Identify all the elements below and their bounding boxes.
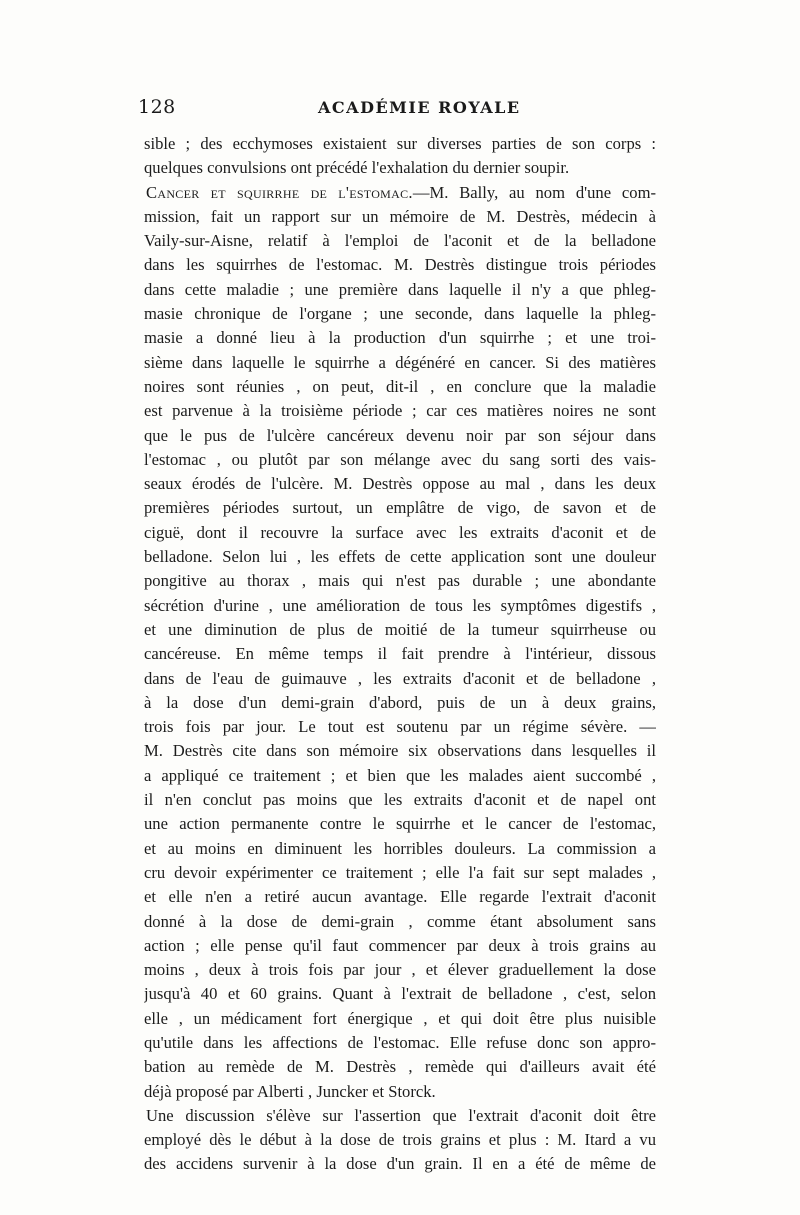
text-line: à la dose d'un demi-grain d'abord, puis de un à deux grains, — [144, 692, 656, 712]
text-line: bation au remède de M. Destrès , remède qui d'ailleurs avait été — [144, 1057, 656, 1077]
text-line: et au moins en diminuent les horribles douleurs. La commission a — [144, 838, 656, 858]
text-line: cru devoir expérimenter ce traitement ; elle l'a fait sur sept malades , — [144, 862, 656, 882]
text-line: seaux érodés de l'ulcère. M. Destrès oppose au mal , dans les deux — [144, 474, 656, 494]
text-line: M. Destrès cite dans son mémoire six observations dans lesquelles il — [144, 741, 656, 761]
text-line: mission, fait un rapport sur un mémoire de M. Destrès, médecin à — [144, 206, 656, 226]
text-line: moins , deux à trois fois par jour , et élever graduellement la dose — [144, 960, 656, 980]
text-line: sième dans laquelle le squirrhe a dégénéré en cancer. Si des matières — [144, 352, 656, 372]
text-line: elle , un médicament fort énergique , et qui doit être plus nuisible — [144, 1008, 656, 1028]
section-heading: Cancer et squirrhe de l'estomac. — [146, 182, 413, 202]
text-line: une action permanente contre le squirrhe et le cancer de l'estomac, — [144, 814, 656, 834]
text-line: dans les squirrhes de l'estomac. M. Destrès distingue trois périodes — [144, 255, 656, 275]
text-line: jusqu'à 40 et 60 grains. Quant à l'extrait de belladone , c'est, selon — [144, 984, 656, 1004]
text-line: action ; elle pense qu'il faut commencer par deux à trois grains au — [144, 935, 656, 955]
text-line-rest: —M. Bally, au nom d'une com- — [412, 182, 656, 202]
text-line: des accidens survenir à la dose d'un grain. Il en a été de même de — [144, 1154, 656, 1174]
text-line: déjà proposé par Alberti , Juncker et Storck. — [144, 1081, 436, 1101]
text-line: dans cette maladie ; une première dans laquelle il n'y a que phleg- — [144, 279, 656, 299]
text-line: masie chronique de l'organe ; une seconde, dans laquelle la phleg- — [144, 304, 656, 324]
text-line: sécrétion d'urine , une amélioration de tous les symptômes digestifs , — [144, 595, 656, 615]
text-line: belladone. Selon lui , les effets de cette application sont une douleur — [144, 547, 656, 567]
text-line: Une discussion s'élève sur l'assertion que l'extrait d'aconit doit être — [146, 1105, 656, 1125]
text-line: et elle n'en a retiré aucun avantage. Elle regarde l'extrait d'aconit — [144, 887, 656, 907]
page-number: 128 — [138, 96, 176, 118]
text-line: trois fois par jour. Le tout est soutenu par un régime sévère. — — [144, 717, 656, 737]
text-line: il n'en conclut pas moins que les extraits d'aconit et de napel ont — [144, 790, 656, 810]
text-line: masie a donné lieu à la production d'un squirrhe ; et une troi- — [144, 328, 656, 348]
running-title: ACADÉMIE ROYALE — [318, 98, 521, 117]
text-line: a appliqué ce traitement ; et bien que les malades aient succombé , — [144, 765, 656, 785]
text-line: employé dès le début à la dose de trois grains et plus : M. Itard a vu — [144, 1130, 656, 1150]
text-line: donné à la dose de demi-grain , comme étant absolument sans — [144, 911, 656, 931]
text-line: l'estomac , ou plutôt par son mélange avec du sang sorti des vais- — [144, 449, 656, 469]
text-line: et une diminution de plus de moitié de la tumeur squirrheuse ou — [144, 619, 656, 639]
text-line: noires sont réunies , on peut, dit-il , en conclure que la maladie — [144, 376, 656, 396]
text-line: sible ; des ecchymoses existaient sur diverses parties de son corps : — [144, 134, 656, 153]
text-line: ciguë, dont il recouvre la surface avec les extraits d'aconit et de — [144, 522, 656, 542]
text-line: est parvenue à la troisième période ; car ces matières noires ne sont — [144, 401, 656, 421]
body-text — [144, 132, 656, 1177]
running-head — [138, 96, 660, 124]
text-line: pongitive au thorax , mais qui n'est pas durable ; une abondante — [144, 571, 656, 591]
text-line: qu'utile dans les affections de l'estomac. Elle refuse donc son appro- — [144, 1032, 656, 1052]
text-line: premières périodes surtout, un emplâtre de vigo, de savon et de — [144, 498, 656, 518]
text-line: dans de l'eau de guimauve , les extraits d'aconit et de belladone , — [144, 668, 656, 688]
text-line: que le pus de l'ulcère cancéreux devenu noir par son séjour dans — [144, 425, 656, 445]
text-line — [144, 181, 656, 205]
text-line: Vaily-sur-Aisne, relatif à l'emploi de l'aconit et de la belladone — [144, 231, 656, 251]
text-line: cancéreuse. En même temps il fait prendre à l'intérieur, dissous — [144, 644, 656, 664]
text-line: quelques convulsions ont précédé l'exhalation du dernier soupir. — [144, 158, 570, 178]
